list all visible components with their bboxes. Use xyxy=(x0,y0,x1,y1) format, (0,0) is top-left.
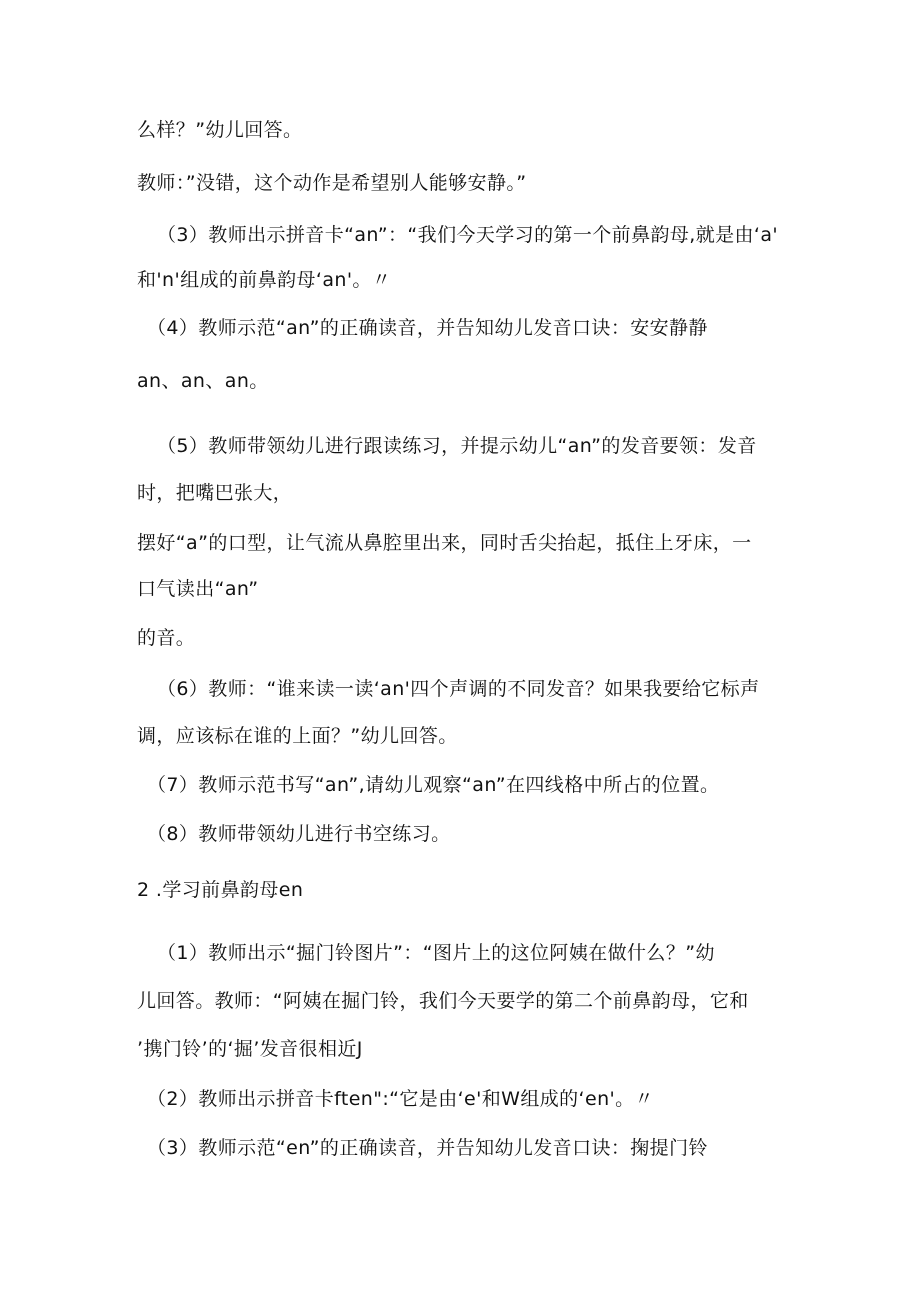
text-line: （3）教师出示拼音卡“an”：“我们今天学习的第一个前鼻韵母,就是由‘a' xyxy=(157,224,779,246)
text-line: 调，应该标在谁的上面？”幼儿回答。 xyxy=(137,725,458,747)
text-line: （5）教师带领幼儿进行跟读练习，并提示幼儿“an”的发音要领：发音 xyxy=(157,435,757,457)
text-line: ’携门铃’的‘掘’发音很相近J xyxy=(137,1038,363,1060)
text-line: 么样？”幼儿回答。 xyxy=(137,119,303,141)
text-line: （1）教师出示“掘门铃图片”：“图片上的这位阿姨在做什么？”幼 xyxy=(157,942,715,964)
text-line: （8）教师带领幼儿进行书空练习。 xyxy=(147,823,451,845)
text-line: 教师：”没错，这个动作是希望别人能够安静。” xyxy=(137,172,527,194)
text-line: 口气读出“an” xyxy=(137,578,259,600)
text-line: 的音。 xyxy=(137,627,196,649)
text-line: （6）教师：“谁来读一读‘an'四个声调的不同发音？如果我要给它标声 xyxy=(157,678,760,700)
text-line: （4）教师示范“an”的正确读音，并告知幼儿发音口诀：安安静静 xyxy=(147,317,708,339)
text-line: （2）教师出示拼音卡ften":“它是由‘e'和W组成的‘en'。〃 xyxy=(147,1088,654,1110)
text-line: （3）教师示范“en”的正确读音，并告知幼儿发音口诀：掬提门铃 xyxy=(147,1137,708,1159)
text-line: an、an、an。 xyxy=(137,370,269,392)
text-line: （7）教师示范书写“an”,请幼儿观察“an”在四线格中所占的位置。 xyxy=(147,774,720,796)
text-line: 儿回答。教师：“阿姨在掘门铃，我们今天要学的第二个前鼻韵母，它和 xyxy=(137,990,749,1012)
text-line: 和'n'组成的前鼻韵母‘an'。〃 xyxy=(137,269,392,291)
section-heading: 2 .学习前鼻韵母en xyxy=(137,879,304,901)
text-line: 时，把嘴巴张大， xyxy=(137,482,293,504)
text-line: 摆好“a”的口型，让气流从鼻腔里出来，同时舌尖抬起，抵住上牙床，一 xyxy=(137,532,752,554)
